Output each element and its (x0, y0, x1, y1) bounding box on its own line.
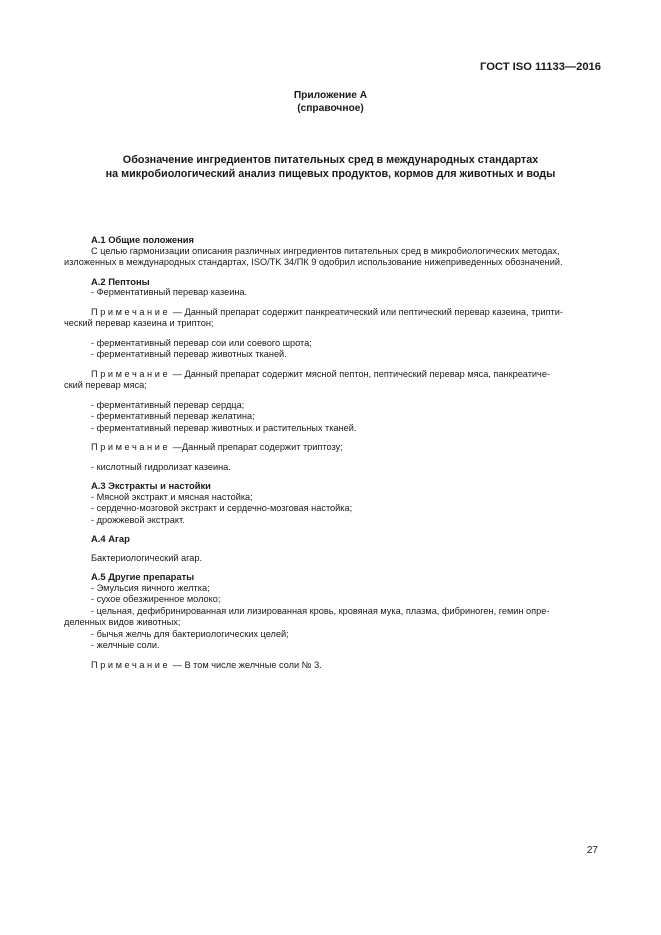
list-item: - дрожжевой экстракт. (91, 514, 185, 525)
note-line (64, 442, 600, 454)
list-item: - Ферментативный перевар казеина. (91, 287, 248, 297)
document-body (64, 234, 600, 671)
appendix-note: (справочное) (297, 103, 364, 114)
standard-header: ГОСТ ISO 11133—2016 (480, 61, 601, 73)
section-heading-a2: А.2 Пептоны (91, 275, 150, 287)
paragraph-line: С целью гармонизации описания различных ингредиентов питательных сред в микробиологических методах, (91, 245, 560, 256)
note-text: — Данный препарат содержит панкреатический или пептический перевар казеина, трипти- (170, 306, 563, 317)
note-line (64, 660, 600, 672)
list-item: - ферментативный перевар сои или соевого шрота; (91, 337, 312, 348)
note-label: Примечание (91, 442, 171, 452)
list-item: - сухое обезжиренное молоко; (91, 594, 221, 604)
list-item: - бычья желчь для бактериологических целей; (91, 628, 289, 639)
note-label: Примечание (91, 306, 171, 317)
list-item: - Эмульсия яичного желтка; (91, 582, 210, 593)
note-line (64, 307, 600, 319)
list-item: - ферментативный перевар животных и растительных тканей. (91, 422, 357, 433)
note-line (64, 369, 600, 381)
list-item: - желчные соли. (91, 640, 160, 650)
note-label: Примечание (91, 368, 171, 379)
page-number: 27 (586, 845, 598, 856)
note-text: — В том числе желчные соли № 3. (170, 659, 322, 670)
note-label: Примечание (91, 659, 171, 670)
list-item: - кислотный гидролизат казеина. (91, 461, 231, 472)
section-heading-a4: А.4 Агар (91, 533, 130, 544)
title-line-2: на микробиологический анализ пищевых продуктов, кормов для животных и воды (105, 168, 556, 180)
appendix-title (0, 153, 661, 181)
list-item: - сердечно-мозговой экстракт и сердечно-мозговая настойка; (91, 503, 353, 513)
list-item: - ферментативный перевар желатина; (91, 411, 255, 421)
note-continuation: ческий перевар казеина и триптон; (64, 318, 214, 328)
appendix-heading (0, 89, 661, 115)
note-text: — Данный препарат содержит мясной пептон, пептический перевар мяса, панкреатиче- (170, 368, 551, 379)
section-heading-a5: А.5 Другие препараты (91, 571, 195, 582)
paragraph-line: изложенных в международных стандартах, ISO/TK 34/ПК 9 одобрил использование нижеприведенных обозначений. (64, 257, 563, 267)
section-heading-a3: А.3 Экстракты и настойки (91, 480, 211, 491)
appendix-label: Приложение А (293, 90, 368, 101)
list-item: - ферментативный перевар животных тканей. (91, 349, 287, 359)
list-item: - Мясной экстракт и мясная настойка; (91, 491, 253, 502)
paragraph-line: Бактериологический агар. (91, 552, 203, 563)
note-text: —Данный препарат содержит триптозу; (170, 442, 343, 452)
list-item: - цельная, дефибринированная или лизированная кровь, кровяная мука, плазма, фибриноген, гемин опре- (91, 605, 550, 616)
title-line-1: Обозначение ингредиентов питательных сред в международных стандартах (122, 154, 539, 166)
list-item-continuation: деленных видов животных; (64, 617, 181, 627)
list-item: - ферментативный перевар сердца; (91, 399, 245, 410)
section-heading-a1: А.1 Общие положения (91, 234, 194, 245)
note-continuation: ский перевар мяса; (64, 380, 147, 390)
